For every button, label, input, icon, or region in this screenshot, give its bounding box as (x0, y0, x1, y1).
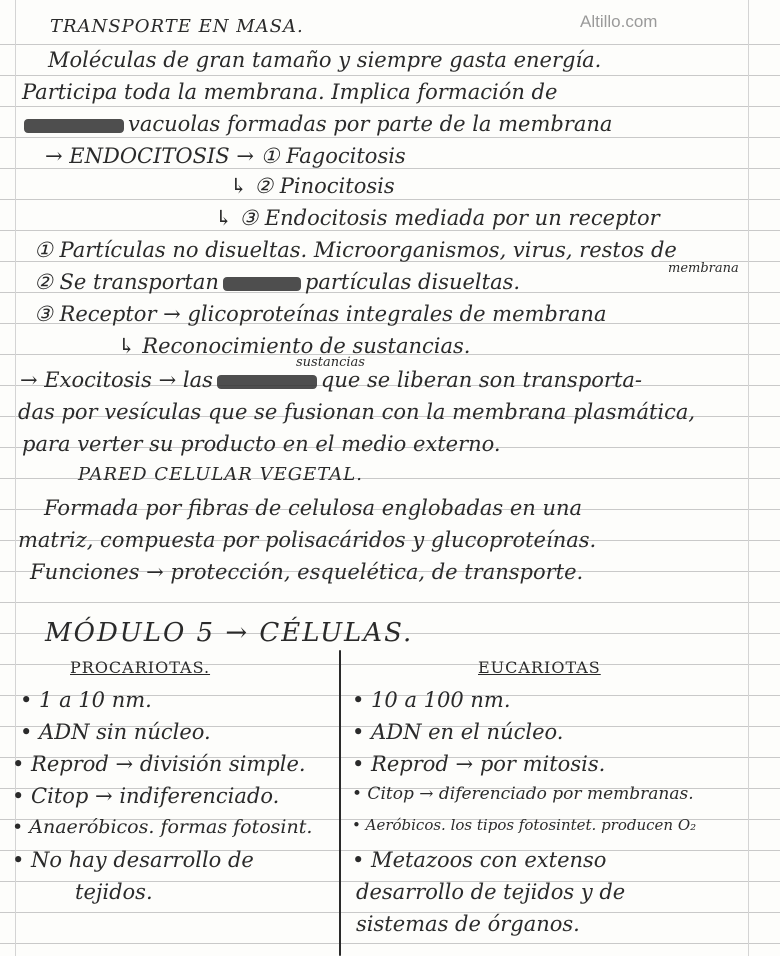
eukaryotes-header: EUCARIOTAS (478, 658, 601, 677)
wall-line-1: Formada por fibras de celulosa englobadas en una (44, 496, 583, 520)
wall-line-3: Funciones → protección, esquelética, de transporte. (30, 560, 584, 584)
wall-heading: PARED CELULAR VEGETAL. (78, 464, 363, 485)
watermark: Altillo.com (580, 12, 658, 31)
scribble-strike (217, 375, 317, 389)
scribble-strike (223, 277, 301, 291)
exocytosis-insert: sustancias (296, 355, 365, 370)
transport-heading: TRANSPORTE EN MASA. (50, 16, 304, 37)
right-margin-line (748, 0, 749, 956)
receptor-mediated-line: ↳ ③ Endocitosis mediada por un receptor (215, 206, 660, 230)
exocytosis-line-2: das por vesículas que se fusionan con la membrana plasmática, (18, 400, 696, 424)
prok-item: • Anaeróbicos. formas fotosint. (12, 816, 313, 838)
column-divider (339, 650, 341, 956)
scribble-strike (24, 119, 124, 133)
transport-line-3-text: vacuolas formadas por parte de la membrana (128, 112, 613, 136)
euk-item: • Reprod → por mitosis. (352, 752, 606, 776)
left-margin-line (15, 0, 16, 956)
exocytosis-line-3: para verter su producto en el medio externo. (22, 432, 501, 456)
particles-line-2b: partículas disueltas. (304, 270, 521, 294)
euk-item: • ADN en el núcleo. (352, 720, 564, 744)
particles-line-1: ① Partículas no disueltas. Microorganismos, virus, restos de (34, 238, 677, 262)
euk-item: • 10 a 100 nm. (352, 688, 511, 712)
wall-line-2: matriz, compuesta por polisacáridos y glucoproteínas. (18, 528, 597, 552)
prok-item: tejidos. (75, 880, 153, 904)
particles-line-2a: ② Se transportan (34, 270, 219, 294)
exocytosis-line-1a: → Exocitosis → las (20, 368, 213, 392)
euk-item: desarrollo de tejidos y de (356, 880, 626, 904)
prok-item: • 1 a 10 nm. (20, 688, 152, 712)
euk-item: • Metazoos con extenso (352, 848, 607, 872)
pinocytosis-line: ↳ ② Pinocitosis (230, 174, 395, 198)
particles-line-2 (34, 272, 520, 293)
prok-item: • ADN sin núcleo. (20, 720, 211, 744)
receptor-line: ③ Receptor → glicoproteínas integrales de membrana (34, 302, 607, 326)
euk-item: • Citop → diferenciado por membranas. (352, 784, 694, 804)
euk-item: sistemas de órganos. (356, 912, 580, 936)
prok-item: • No hay desarrollo de (12, 848, 254, 872)
module-heading: MÓDULO 5 → CÉLULAS. (45, 618, 414, 648)
transport-line-1: Moléculas de gran tamaño y siempre gasta energía. (48, 48, 602, 72)
transport-line-2: Participa toda la membrana. Implica formación de (22, 80, 558, 104)
endocytosis-line: → ENDOCITOSIS → ① Fagocitosis (45, 144, 406, 168)
particles-line-1-cont: membrana (668, 261, 739, 276)
exocytosis-line-1b: que se liberan son transporta- (320, 368, 643, 392)
recognition-line: ↳ Reconocimiento de sustancias. (118, 334, 471, 358)
prok-item: • Reprod → división simple. (12, 752, 306, 776)
transport-line-3 (20, 114, 612, 135)
prok-item: • Citop → indiferenciado. (12, 784, 280, 808)
prokaryotes-header: PROCARIOTAS. (70, 658, 211, 677)
euk-item: • Aeróbicos. los tipos fotosintet. producen O₂ (352, 816, 697, 834)
exocytosis-line-1 (20, 370, 642, 391)
